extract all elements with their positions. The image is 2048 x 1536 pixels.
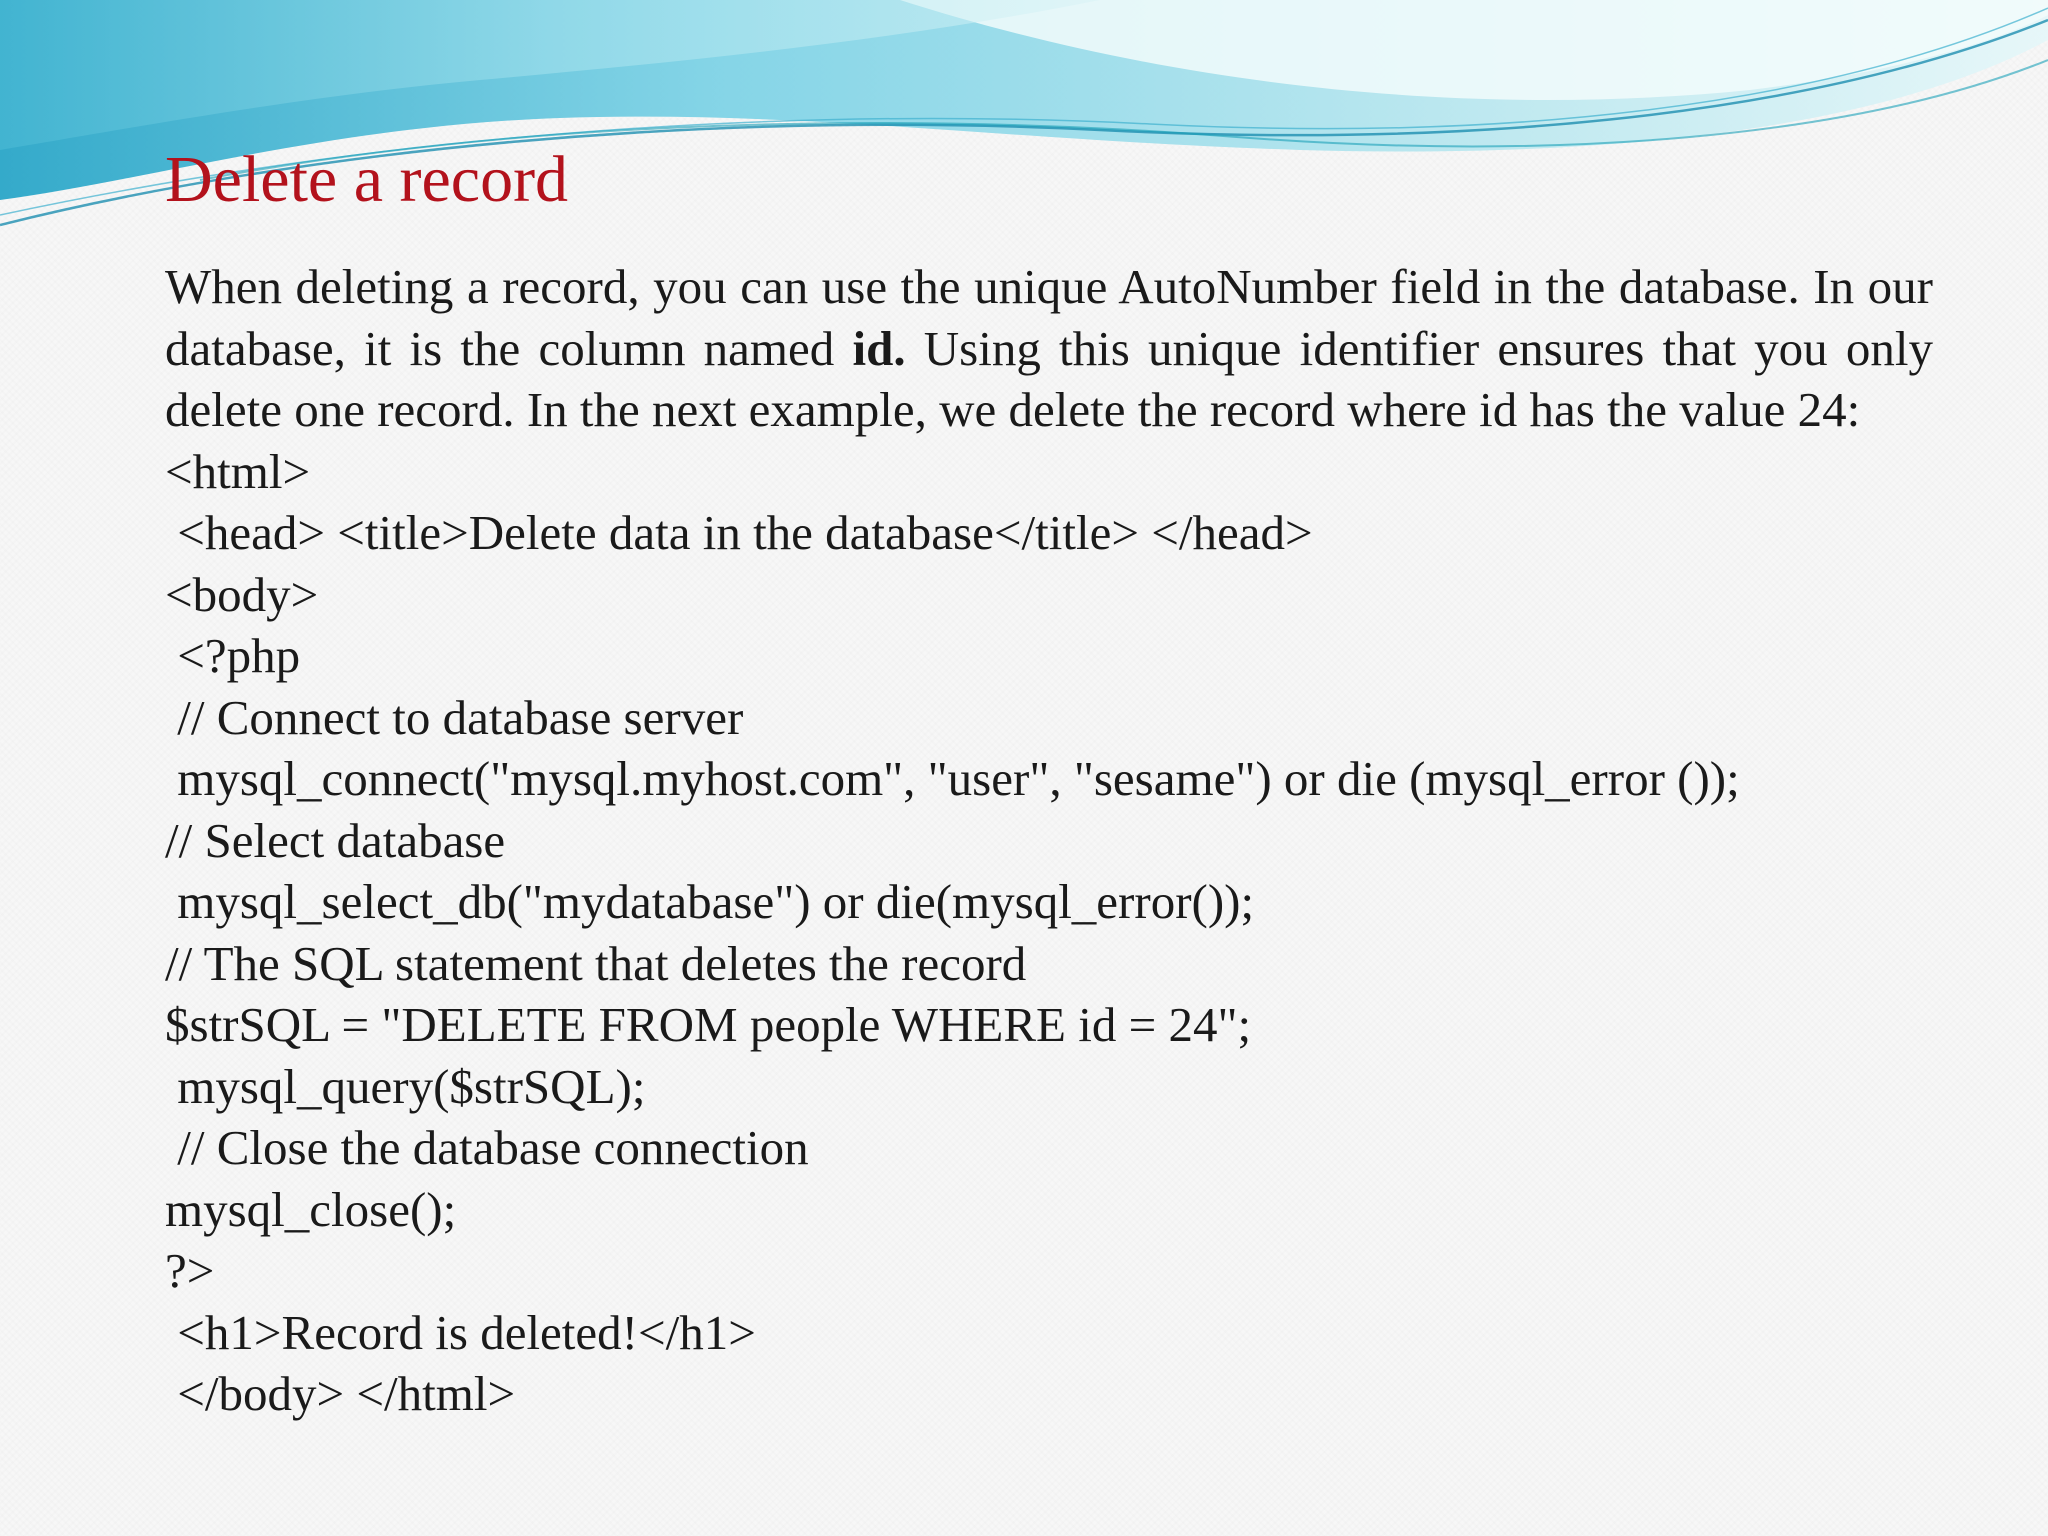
code-line: // Select database (165, 812, 506, 868)
intro-text-part1: When deleting a record, you can use the unique AutoNumber field in the database. In our database, it is the column named (165, 259, 1933, 376)
code-line: ?> (165, 1243, 215, 1298)
code-line: mysql_close(); (165, 1181, 457, 1237)
slide-body (165, 256, 1933, 1425)
code-line: mysql_query($strSQL); (165, 1058, 646, 1114)
intro-paragraph (165, 256, 1933, 441)
code-line: // Close the database connection (165, 1120, 809, 1175)
slide-title: Delete a record (165, 143, 569, 216)
code-line: mysql_select_db("mydatabase") or die(mysql_error()); (165, 874, 1255, 929)
code-line: <h1>Record is deleted!</h1> (165, 1304, 756, 1360)
code-line: // Connect to database server (165, 689, 744, 745)
code-line: // The SQL statement that deletes the record (165, 935, 1027, 991)
code-line: $strSQL = "DELETE FROM people WHERE id = 24"; (165, 997, 1252, 1052)
code-line: <body> (165, 566, 319, 622)
code-line: </body> </html> (165, 1366, 516, 1421)
code-line: mysql_connect("mysql.myhost.com", "user", "sesame") or die (mysql_error ()); (165, 751, 1740, 806)
code-line: <html> (165, 443, 311, 499)
code-line: <head> <title>Delete data in the database</title> </head> (165, 505, 1313, 560)
code-block (165, 441, 1933, 1425)
intro-bold-id: id. (852, 320, 906, 376)
intro-text-part2: Using this unique identifier ensures that you only delete one record. In the next example, we delete the record where id has the value 24: (165, 320, 1933, 437)
code-line: <?php (165, 628, 301, 683)
